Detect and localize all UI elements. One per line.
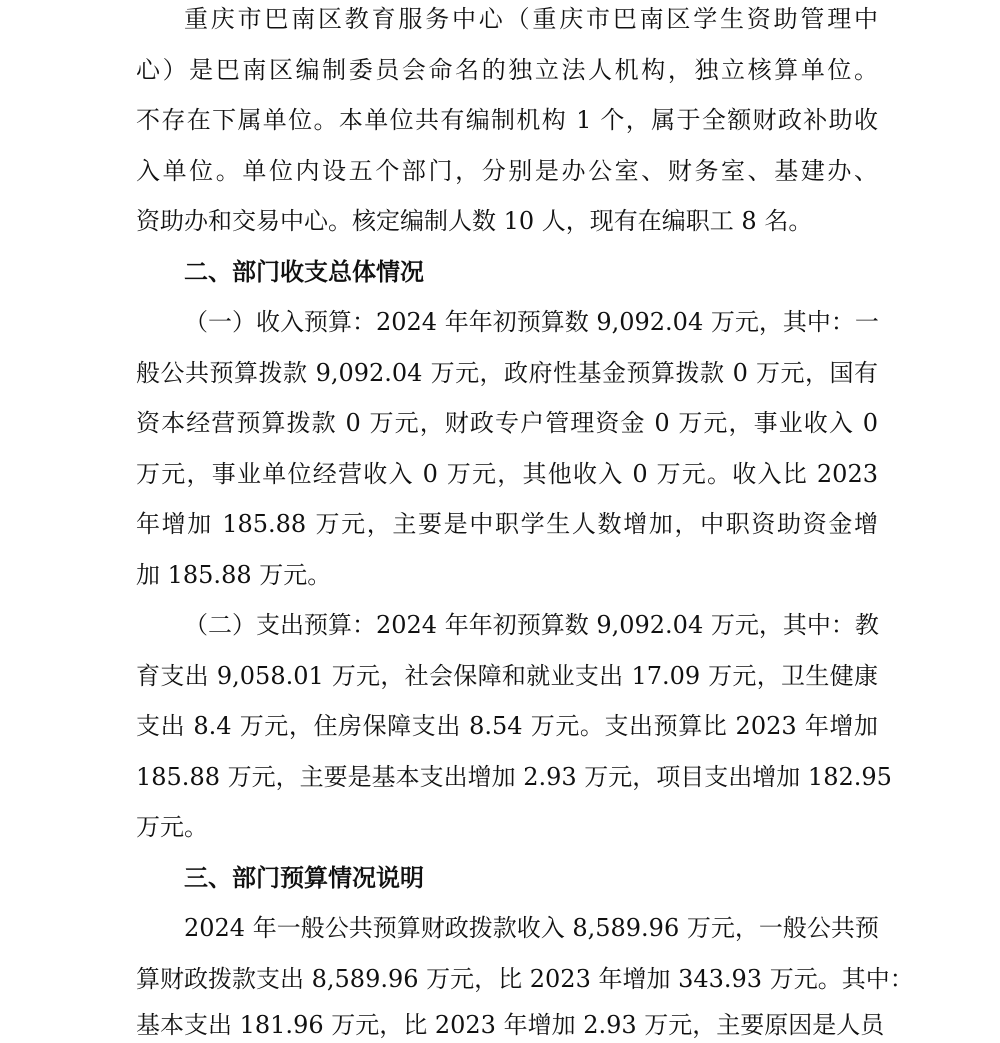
budget-line: 基本支出 181.96 万元，比 2023 年增加 2.93 万元，主要原因是人员 [136, 1011, 885, 1039]
income-line: 般公共预算拨款 9,092.04 万元，政府性基金预算拨款 0 万元，国有 [136, 359, 878, 387]
intro-line: 心）是巴南区编制委员会命名的独立法人机构，独立核算单位。 [136, 56, 878, 84]
expenditure-line: 185.88 万元，主要是基本支出增加 2.93 万元，项目支出增加 182.95 [136, 763, 892, 791]
income-line: 资本经营预算拨款 0 万元，财政专户管理资金 0 万元，事业收入 0 [136, 409, 878, 437]
budget-line: 2024 年一般公共预算财政拨款收入 8,589.96 万元，一般公共预 [184, 914, 879, 942]
budget-line: 算财政拨款支出 8,589.96 万元，比 2023 年增加 343.93 万元。其中： [136, 965, 914, 993]
intro-line: 不存在下属单位。本单位共有编制机构 1 个，属于全额财政补助收 [136, 106, 878, 134]
intro-line: 重庆市巴南区教育服务中心（重庆市巴南区学生资助管理中 [184, 5, 878, 33]
expenditure-line: 育支出 9,058.01 万元，社会保障和就业支出 17.09 万元，卫生健康 [136, 662, 878, 690]
income-line: 加 185.88 万元。 [136, 561, 332, 589]
section-heading-income-expenditure: 二、部门收支总体情况 [184, 258, 424, 286]
income-line: 年增加 185.88 万元，主要是中职学生人数增加，中职资助资金增 [136, 510, 878, 538]
income-line: 万元，事业单位经营收入 0 万元，其他收入 0 万元。收入比 2023 [136, 460, 878, 488]
expenditure-line: （二）支出预算：2024 年年初预算数 9,092.04 万元，其中：教 [184, 611, 879, 639]
income-line: （一）收入预算：2024 年年初预算数 9,092.04 万元，其中：一 [184, 308, 879, 336]
section-heading-budget-explanation: 三、部门预算情况说明 [184, 864, 424, 892]
intro-line: 资助办和交易中心。核定编制人数 10 人，现有在编职工 8 名。 [136, 207, 813, 235]
expenditure-line: 支出 8.4 万元，住房保障支出 8.54 万元。支出预算比 2023 年增加 [136, 712, 878, 740]
expenditure-line: 万元。 [136, 813, 208, 841]
intro-line: 入单位。单位内设五个部门，分别是办公室、财务室、基建办、 [136, 157, 878, 185]
